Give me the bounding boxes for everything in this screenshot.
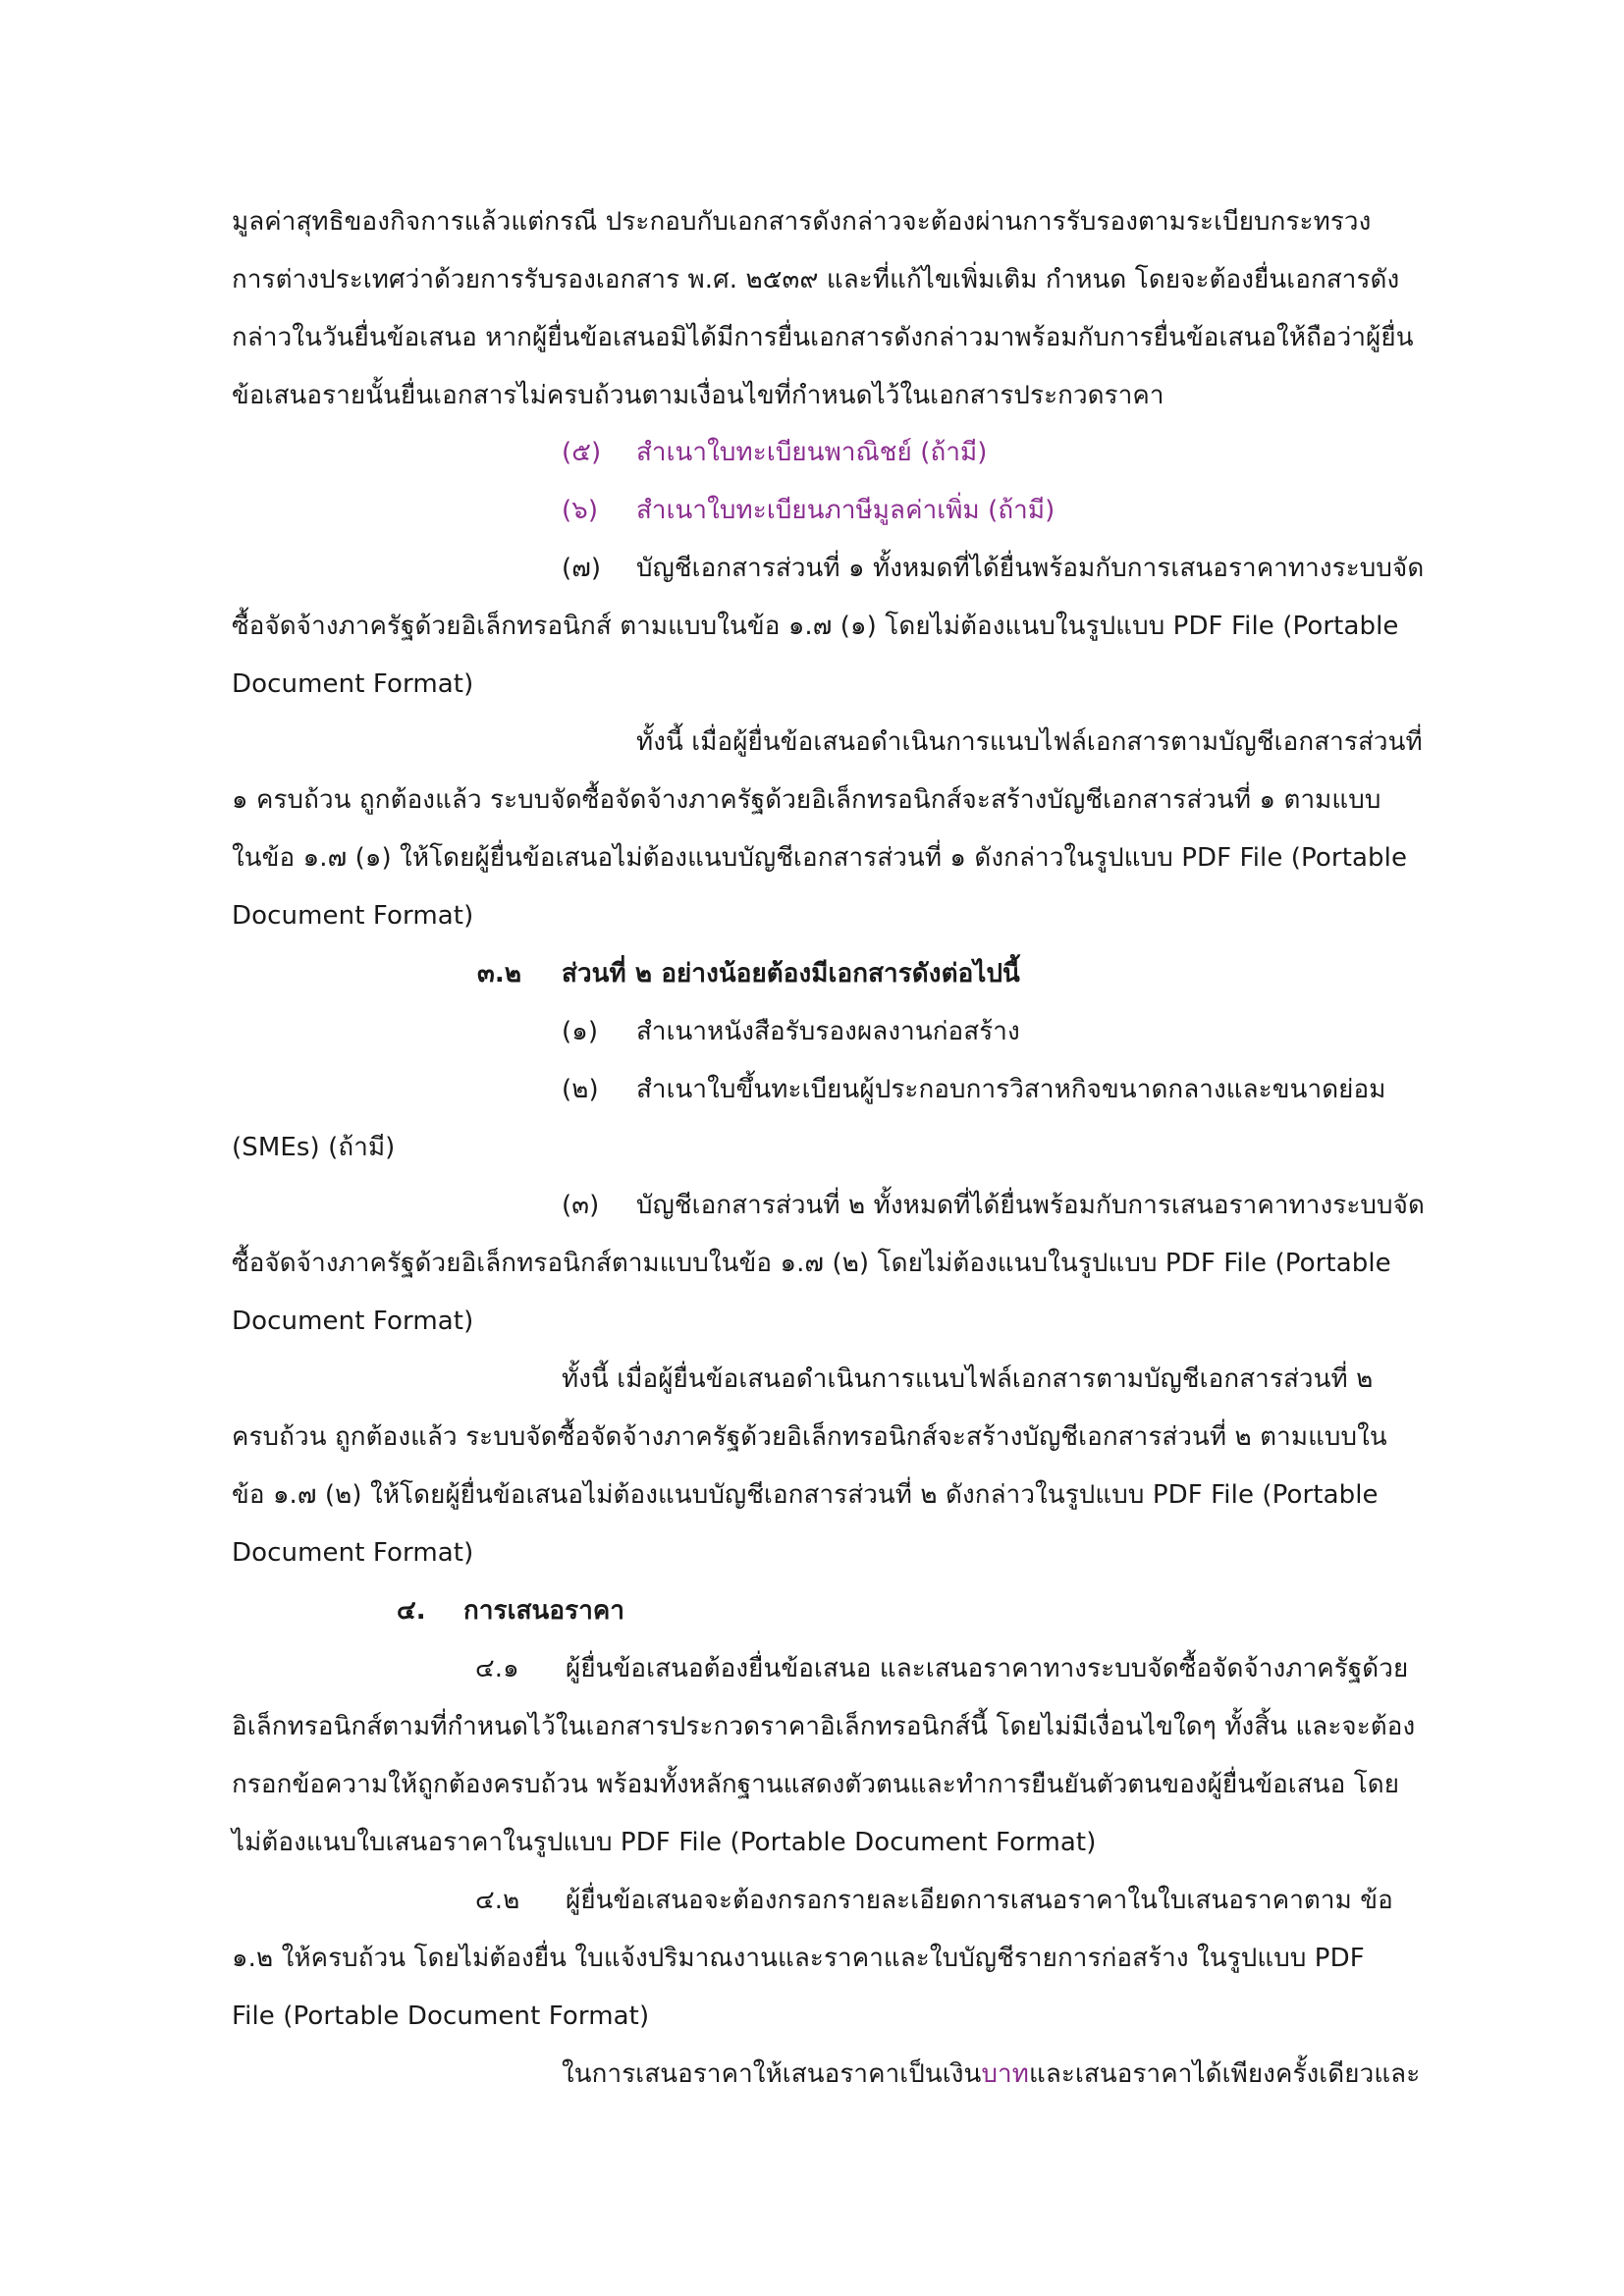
note-line: Document Format) [232,901,474,931]
section-number: ๓.๒ [477,959,522,988]
item-number: (๒) [562,1075,599,1104]
paragraph-line: File (Portable Document Format) [232,2002,650,2031]
paragraph-line [562,2056,1420,2092]
intro-line: การต่างประเทศว่าด้วยการรับรองเอกสาร พ.ศ. ๒๕๓๙ และที่แก้ไขเพิ่มเติม กำหนด โดยจะต้องยื่นเอกสารดัง [232,265,1400,294]
paragraph-line: ผู้ยื่นข้อเสนอจะต้องกรอกรายละเอียดการเสนอราคาในใบเสนอราคาตาม ข้อ [566,1886,1393,1915]
note-line: ในข้อ ๑.๗ (๑) ให้โดยผู้ยื่นข้อเสนอไม่ต้องแนบบัญชีเอกสารส่วนที่ ๑ ดังกล่าวในรูปแบบ PDF File (Portable [232,843,1408,873]
item-number: (๕) [562,438,602,467]
item-text: บัญชีเอกสารส่วนที่ ๒ ทั้งหมดที่ได้ยื่นพร้อมกับการเสนอราคาทางระบบจัด [636,1191,1425,1220]
item-number: (๗) [562,554,602,583]
paragraph-line: อิเล็กทรอนิกส์ตามที่กำหนดไว้ในเอกสารประกวดราคาอิเล็กทรอนิกส์นี้ โดยไม่มีเงื่อนไขใดๆ ทั้งสิ้น และจะต้อง [232,1712,1416,1741]
subsection-number: ๔.๒ [475,1886,520,1915]
note-line: Document Format) [232,1538,474,1568]
section-heading: การเสนอราคา [463,1596,625,1626]
item-continuation: (SMEs) (ถ้ามี) [232,1133,396,1162]
item-text: สำเนาใบทะเบียนภาษีมูลค่าเพิ่ม (ถ้ามี) [636,496,1056,525]
item-text: สำเนาใบขึ้นทะเบียนผู้ประกอบการวิสาหกิจขนาดกลางและขนาดย่อม [636,1075,1386,1104]
note-line: ทั้งนี้ เมื่อผู้ยื่นข้อเสนอดำเนินการแนบไฟล์เอกสารตามบัญชีเอกสารส่วนที่ ๒ [562,1364,1374,1394]
intro-line: กล่าวในวันยื่นข้อเสนอ หากผู้ยื่นข้อเสนอมิได้มีการยื่นเอกสารดังกล่าวมาพร้อมกับการยื่นข้อเสนอให้ถือว่าผู้ยื่น [232,323,1414,352]
item-number: (๑) [562,1017,599,1046]
paragraph-line: กรอกข้อความให้ถูกต้องครบถ้วน พร้อมทั้งหลักฐานแสดงตัวตนและทำการยืนยันตัวตนของผู้ยื่นข้อเสนอ โดย [232,1770,1400,1799]
subsection-number: ๔.๑ [475,1654,519,1683]
note-line: ๑ ครบถ้วน ถูกต้องแล้ว ระบบจัดซื้อจัดจ้างภาครัฐด้วยอิเล็กทรอนิกส์จะสร้างบัญชีเอกสารส่วนที่ ๑ ตามแบบ [232,785,1381,815]
item-text: สำเนาหนังสือรับรองผลงานก่อสร้าง [636,1017,1020,1046]
section-number: ๔. [397,1596,426,1626]
item-text: บัญชีเอกสารส่วนที่ ๑ ทั้งหมดที่ได้ยื่นพร้อมกับการเสนอราคาทางระบบจัด [636,554,1425,583]
item-continuation: ซื้อจัดจ้างภาครัฐด้วยอิเล็กทรอนิกส์ตามแบบในข้อ ๑.๗ (๒) โดยไม่ต้องแนบในรูปแบบ PDF File (Portable [232,1249,1391,1278]
item-number: (๓) [562,1191,600,1220]
note-line: ข้อ ๑.๗ (๒) ให้โดยผู้ยื่นข้อเสนอไม่ต้องแนบบัญชีเอกสารส่วนที่ ๒ ดังกล่าวในรูปแบบ PDF File (Portable [232,1480,1379,1510]
text-segment: และเสนอราคาได้เพียงครั้งเดียวและ [1028,2059,1421,2089]
paragraph-line: ไม่ต้องแนบใบเสนอราคาในรูปแบบ PDF File (Portable Document Format) [232,1828,1097,1857]
intro-line: ข้อเสนอรายนั้นยื่นเอกสารไม่ครบถ้วนตามเงื่อนไขที่กำหนดไว้ในเอกสารประกวดราคา [232,381,1164,410]
currency-highlight: บาท [981,2059,1029,2089]
paragraph-line: ๑.๒ ให้ครบถ้วน โดยไม่ต้องยื่น ใบแจ้งปริมาณงานและราคาและใบบัญชีรายการก่อสร้าง ในรูปแบบ PDF [232,1944,1365,1973]
note-line: ทั้งนี้ เมื่อผู้ยื่นข้อเสนอดำเนินการแนบไฟล์เอกสารตามบัญชีเอกสารส่วนที่ [636,727,1423,757]
item-continuation: ซื้อจัดจ้างภาครัฐด้วยอิเล็กทรอนิกส์ ตามแบบในข้อ ๑.๗ (๑) โดยไม่ต้องแนบในรูปแบบ PDF File (Portable [232,612,1399,641]
item-text: สำเนาใบทะเบียนพาณิชย์ (ถ้ามี) [636,438,988,467]
section-heading: ส่วนที่ ๒ อย่างน้อยต้องมีเอกสารดังต่อไปนี้ [562,959,1020,988]
note-line: ครบถ้วน ถูกต้องแล้ว ระบบจัดซื้อจัดจ้างภาครัฐด้วยอิเล็กทรอนิกส์จะสร้างบัญชีเอกสารส่วนที่ ๒ ตามแบบใน [232,1422,1387,1452]
text-segment: ในการเสนอราคาให้เสนอราคาเป็นเงิน [562,2059,982,2089]
item-continuation: Document Format) [232,1307,474,1336]
intro-line: มูลค่าสุทธิของกิจการแล้วแต่กรณี ประกอบกับเอกสารดังกล่าวจะต้องผ่านการรับรองตามระเบียบกระทรวง [232,207,1372,237]
item-continuation: Document Format) [232,669,474,699]
item-number: (๖) [562,496,599,525]
paragraph-line: ผู้ยื่นข้อเสนอต้องยื่นข้อเสนอ และเสนอราคาทางระบบจัดซื้อจัดจ้างภาครัฐด้วย [566,1654,1409,1683]
